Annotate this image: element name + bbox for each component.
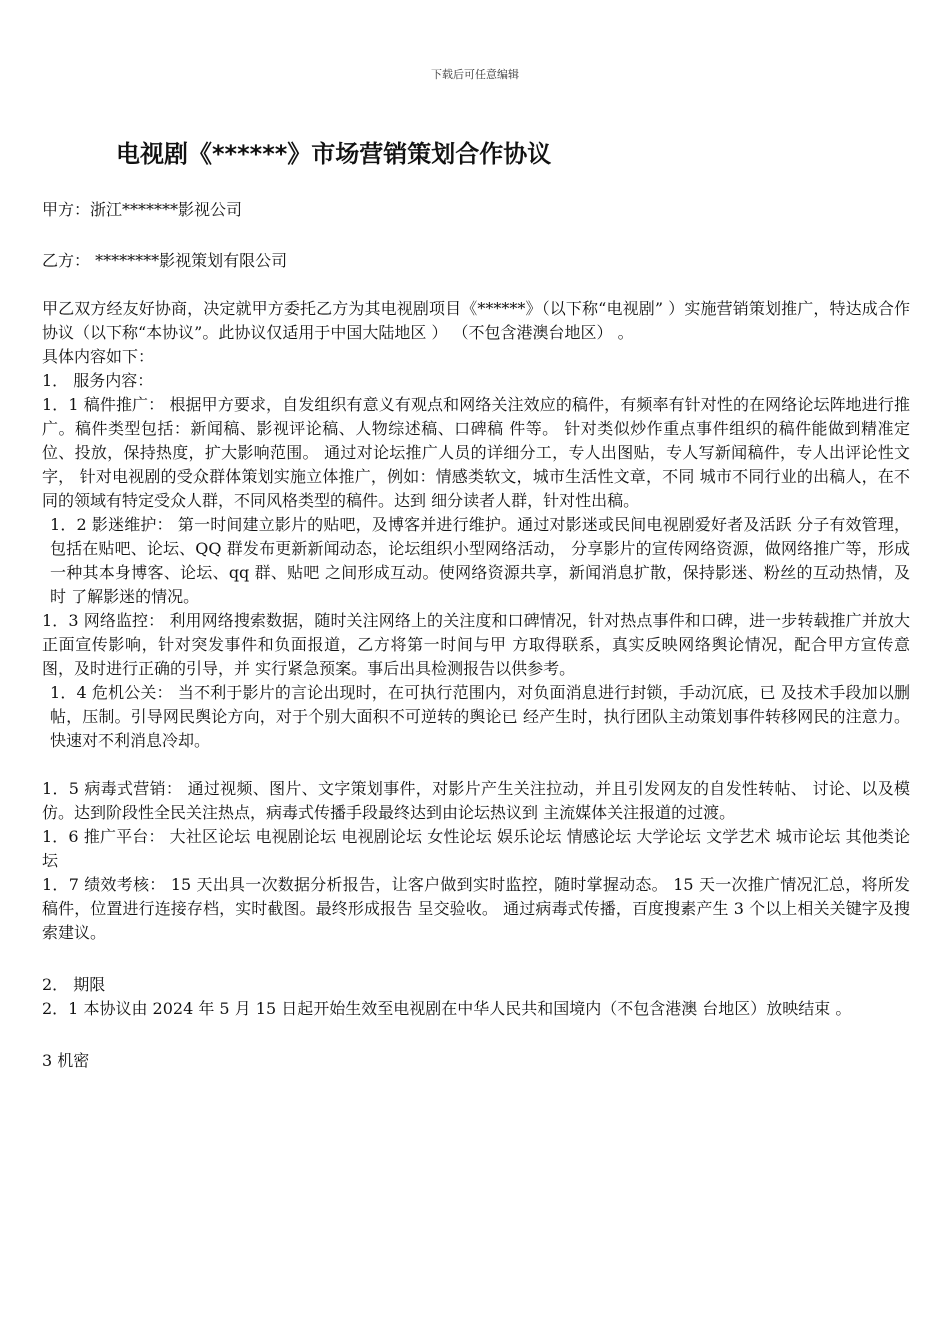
item-1-6: 1．6 推广平台： 大社区论坛 电视剧论坛 电视剧论坛 女性论坛 娱乐论坛 情感论坛 大学论坛 文学艺术 城市论坛 其他类论坛 <box>42 827 910 870</box>
document-title: 电视剧《******》市场营销策划合作协议 <box>116 140 552 168</box>
section-3-heading: 3 机密 <box>42 1051 90 1070</box>
party-b: 乙方： ********影视策划有限公司 <box>42 251 288 270</box>
item-2-1: 2．1 本协议由 2024 年 5 月 15 日起开始生效至电视剧在中华人民共和国境内（不包含港澳 台地区）放映结束 。 <box>42 999 852 1018</box>
item-1-5: 1．5 病毒式营销： 通过视频、图片、文字策划事件，对影片产生关注拉动，并且引发网友的自发性转帖、 讨论、以及模仿。达到阶段性全民关注热点，病毒式传播手段最终达到由论坛热议到 主流媒体关注报道的过渡。 <box>42 779 910 822</box>
document-body <box>42 198 910 1073</box>
item-1-4: 1．4 危机公关： 当不利于影片的言论出现时，在可执行范围内，对负面消息进行封锁，手动沉底，已 及技术手段加以删帖，压制。引导网民舆论方向，对于个别大面积不可逆转的舆论已 经产生时，执行团队主动策划事件转移网民的注意力。快速对不利消息冷却。 <box>50 683 910 750</box>
party-a: 甲方：浙江*******影视公司 <box>42 200 243 219</box>
item-1-1: 1．1 稿件推广： 根据甲方要求，自发组织有意义有观点和网络关注效应的稿件，有频率有针对性的在网络论坛阵地进行推广。稿件类型包括：新闻稿、影视评论稿、人物综述稿、口碑稿 件等。 针对类似炒作重点事件组织的稿件能做到精准定位、投放，保持热度，扩大影响范围。 通过对论坛推广人员的详细分工，专人出图贴，专人写新闻稿件，专人出评论性文字， 针对电视剧的受众群体策划实施立体推广，例如：情感类软文，城市生活性文章，不同 城市不同行业的出稿人，在不同的领域有特定受众人群，不同风格类型的稿件。达到 细分读者人群，针对性出稿。 <box>42 395 910 510</box>
item-1-7: 1．7 绩效考核： 15 天出具一次数据分析报告，让客户做到实时监控，随时掌握动态。 15 天一次推广情况汇总，将所发稿件，位置进行连接存档，实时截图。最终形成报告 呈交验收。 通过病毒式传播，百度搜素产生 3 个以上相关关键字及搜索建议。 <box>42 875 910 942</box>
intro-paragraph: 甲乙双方经友好协商，决定就甲方委托乙方为其电视剧项目《******》（以下称“电视剧” ）实施营销策划推广，特达成合作协议（以下称“本协议”。此协议仅适用于中国大陆地区 ） （不包含港澳台地区） 。 <box>42 299 910 342</box>
item-1-3: 1．3 网络监控： 利用网络搜索数据，随时关注网络上的关注度和口碑情况，针对热点事件和口碑，进一步转载推广并放大正面宣传影响，针对突发事件和负面报道，乙方将第一时间与甲 方取得联系，真实反映网络舆论情况，配合甲方宣传意图，及时进行正确的引导，并 实行紧急预案。事后出具检测报告以供参考。 <box>42 611 910 678</box>
details-heading: 具体内容如下： <box>42 347 155 366</box>
section-1-heading: 1． 服务内容： <box>42 371 154 390</box>
header-note: 下载后可任意编辑 <box>431 68 519 81</box>
section-2-heading: 2． 期限 <box>42 975 106 994</box>
item-1-2: 1．2 影迷维护： 第一时间建立影片的贴吧，及博客并进行维护。通过对影迷或民间电视剧爱好者及活跃 分子有效管理，包括在贴吧、论坛、QQ 群发布更新新闻动态，论坛组织小型网络活动， 分享影片的宣传网络资源，做网络推广等，形成一种其本身博客、论坛、qq 群、贴吧 之间形成互动。使网络资源共享，新闻消息扩散，保持影迷、粉丝的互动热情，及时 了解影迷的情况。 <box>50 515 910 606</box>
